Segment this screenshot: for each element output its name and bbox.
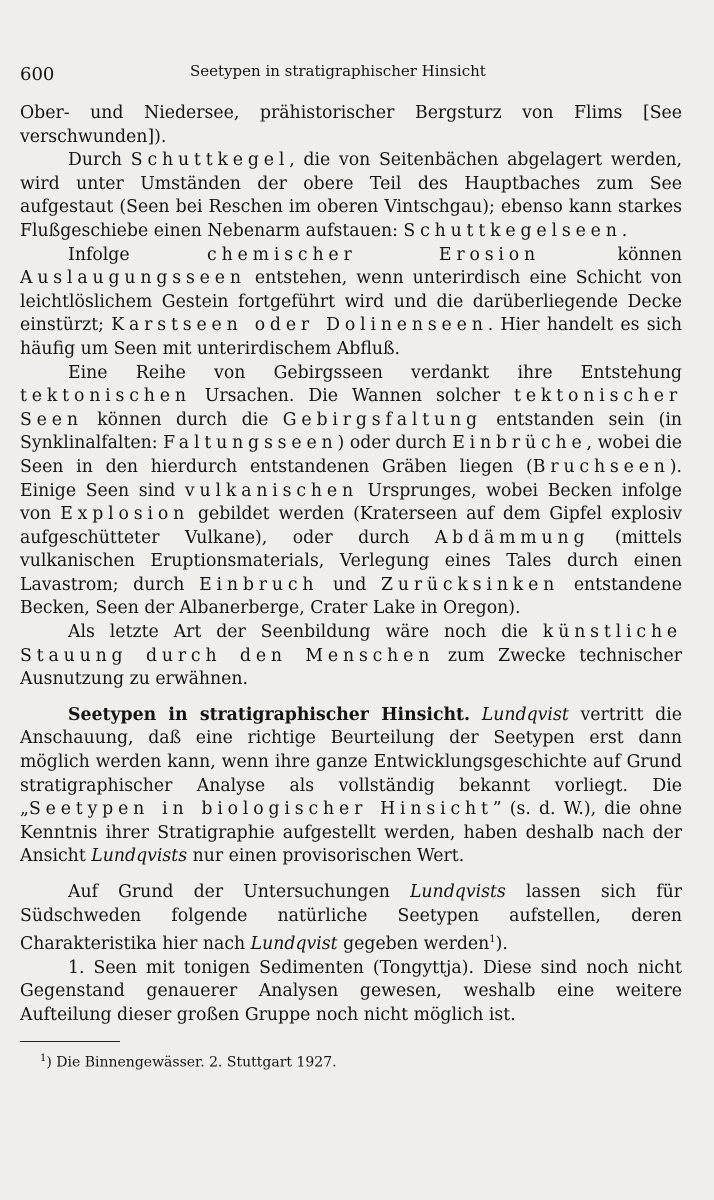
text: Ober- und Niedersee, prähistorischer Bergsturz von Flims [See verschwunden]).	[20, 103, 682, 147]
spaced-term: tektonischen	[20, 386, 191, 407]
page-header	[20, 60, 682, 84]
footnote-reference: 1	[489, 934, 496, 946]
text	[470, 705, 482, 725]
spaced-term: Bruchseen	[532, 456, 670, 477]
spaced-term: Explosion	[60, 504, 190, 525]
text: Als letzte Art der Seenbildung wäre noch die	[68, 622, 543, 643]
spaced-term: vulkanischen	[184, 480, 358, 501]
spaced-term: Gebirgsfaltung	[282, 409, 482, 430]
spaced-term: Einbrüche	[452, 433, 587, 454]
text: vertritt die Anschauung, daß eine richtige Beurteilung der Seetypen erst dann möglich werden kann, wenn ihre ganze Entwicklungsgeschichte auf Grund stratigraphischer Analyse als vollständig bekannt vorliegt. Die „	[20, 704, 682, 820]
footnote-divider	[20, 1041, 120, 1042]
paragraph-tektonische-seen	[20, 362, 682, 622]
text: (mittels vulkanischen Eruptionsmaterials, Verlegung eines Tales durch einen Lavastrom; durch	[20, 527, 682, 595]
text: , wobei die Seen in den hierdurch entstandenen Gräben liegen (	[20, 433, 683, 477]
text: ). Einige Seen sind	[20, 456, 682, 501]
spaced-term: Seetypen in biologischer Hinsicht	[28, 799, 493, 820]
spaced-term: künstliche Stauung durch den Menschen	[20, 622, 682, 666]
text: und	[318, 574, 381, 595]
spaced-term: Schuttkegel	[130, 150, 290, 171]
author-name: Lundqvist	[481, 704, 569, 725]
text: nur einen provisorischen Wert.	[187, 846, 465, 867]
text: . Hier handelt es sich häufig um Seen mit unterirdischem Abfluß.	[20, 315, 682, 359]
text: .	[621, 220, 628, 241]
author-name: Lundqvists	[409, 882, 506, 902]
spacer	[20, 869, 682, 881]
text: , die von Seitenbächen abgelagert werden, wird unter Umständen der obere Teil des Hauptbaches zum See aufgestaut (Seen bei Reschen im oberen Vintschgau); ebenso kann starkes Flußgeschiebe einen Nebenarm aufstauen:	[20, 150, 682, 241]
spacer	[20, 692, 682, 704]
text: gegeben werden	[337, 933, 490, 954]
paragraph-schuttkegel	[20, 149, 682, 243]
text: Ursachen. Die Wannen solcher	[190, 386, 515, 407]
paragraph-stratigraphie	[20, 704, 682, 869]
text: lassen sich für Südschweden folgende natürliche Seetypen aufstellen, deren Charakteristika hier nach	[20, 882, 682, 954]
running-title: Seetypen in stratigraphischer Hinsicht	[190, 62, 486, 80]
paragraph-tonige-sedimente	[20, 957, 682, 1028]
spaced-term: tektonischer Seen	[20, 386, 682, 430]
paragraph-suedschweden	[20, 881, 682, 957]
author-name: Lundqvist	[250, 933, 338, 954]
text: Durch	[68, 150, 131, 171]
text: entstehen, wenn unterirdisch eine Schicht von leichtlöslichem Gestein fortgeführt wird und die darüberliegende Decke einstürzt;	[20, 268, 682, 336]
spaced-term: Faltungsseen	[163, 433, 338, 454]
text: ) oder durch	[337, 433, 453, 454]
spaced-term: Auslaugungsseen	[20, 268, 246, 289]
text: können durch die	[82, 409, 283, 430]
text: 1. Seen mit tonigen Sedimenten (Tongyttja). Diese sind noch nicht Gegenstand genauerer Analysen gewesen, weshalb eine weitere Aufteilung dieser großen Gruppe noch nicht möglich ist.	[20, 957, 682, 1025]
spaced-term: Einbruch	[199, 574, 319, 595]
footnote	[20, 1050, 682, 1072]
text: entstanden sein (in Synklinalfalten:	[20, 409, 682, 454]
spaced-term: Schuttkegelseen	[403, 220, 622, 241]
spaced-term: Zurücksinken	[381, 574, 560, 595]
text: Eine Reihe von Gebirgsseen verdankt ihre Entstehung	[68, 362, 682, 383]
text: Auf Grund der Untersuchungen	[68, 882, 410, 902]
text: Ursprunges, wobei Becken infolge von	[20, 480, 683, 525]
text: können	[540, 244, 682, 265]
spaced-term: Abdämmung	[434, 527, 590, 548]
text: entstandene Becken, Seen der Albanerberge, Crater Lake in Oregon).	[20, 574, 683, 619]
page-number: 600	[20, 64, 55, 85]
text: ).	[495, 933, 508, 954]
author-name: Lundqvists	[91, 846, 188, 867]
text: gebildet werden (Kraterseen auf dem Gipfel explosiv aufgeschütteter Vulkane), oder durch	[20, 504, 682, 548]
footnote-text: ) Die Binnengewässer. 2. Stuttgart 1927.	[46, 1054, 337, 1071]
paragraph-chemische-erosion	[20, 244, 682, 362]
text: Infolge	[68, 244, 208, 265]
text: zum Zwecke technischer Ausnutzung zu erwähnen.	[20, 645, 683, 690]
spaced-term: chemischer Erosion	[207, 244, 541, 265]
spaced-term: Karstseen oder Dolinenseen	[111, 315, 488, 336]
text: ” (s. d. W.), die ohne Kenntnis ihrer Stratigraphie aufgestellt werden, haben deshalb nach der Ansicht	[20, 799, 683, 867]
paragraph-bergsturz	[20, 102, 682, 149]
paragraph-kuenstliche-stauung	[20, 621, 682, 692]
footnote-mark: 1	[40, 1053, 47, 1065]
section-heading: Seetypen in stratigraphischer Hinsicht.	[68, 704, 471, 725]
